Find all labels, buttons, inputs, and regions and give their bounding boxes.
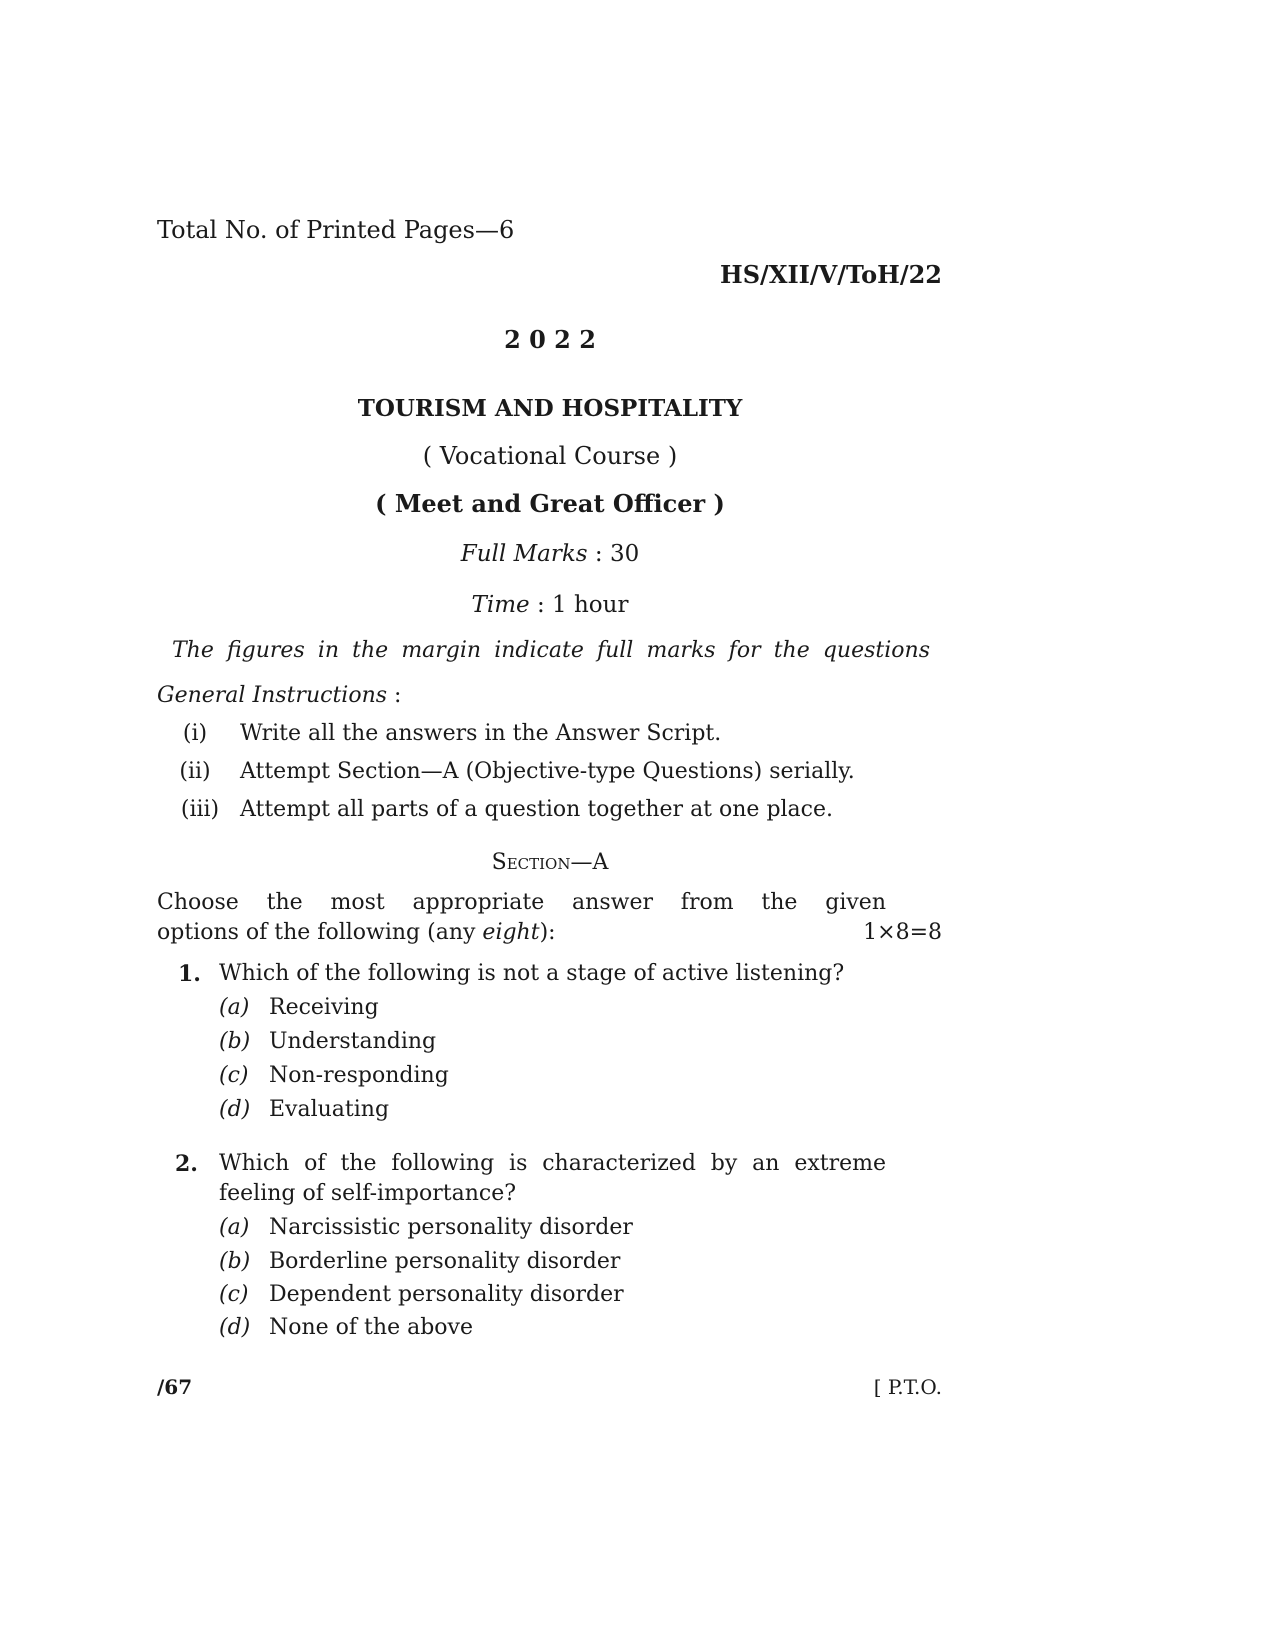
pto-marker: [ P.T.O. [873, 1375, 942, 1399]
option-text: Non-responding [269, 1063, 449, 1088]
exam-year: 2 0 2 2 [504, 325, 596, 354]
option-label: (b) [219, 1029, 251, 1054]
section-directive [157, 890, 886, 915]
directive-line-1: Choose the most appropriate answer from the given [157, 890, 886, 915]
instruction-num: (ii) [179, 759, 211, 784]
question-text-line-2: feeling of self-importance? [219, 1181, 517, 1206]
option-text: Dependent personality disorder [269, 1282, 624, 1307]
section-marks: 1×8=8 [863, 920, 942, 945]
instructions-heading-colon: : [394, 683, 402, 708]
question-text [219, 1151, 886, 1176]
margin-note-text: The figures in the margin indicate full marks for the questions [172, 638, 930, 663]
option-label: (b) [219, 1249, 251, 1274]
full-marks [0, 541, 1100, 567]
option-label: (a) [219, 995, 250, 1020]
section-heading: Section—A [491, 850, 609, 875]
option-text: None of the above [269, 1315, 473, 1340]
instructions-heading [157, 683, 401, 708]
course-subtitle: ( Vocational Course ) [422, 442, 678, 470]
option-text: Borderline personality disorder [269, 1249, 621, 1274]
instructions-heading-label: General Instructions [157, 683, 388, 708]
option-label: (a) [219, 1215, 250, 1240]
full-marks-label: Full Marks [460, 541, 588, 567]
paper-code: HS/XII/V/ToH/22 [720, 260, 942, 289]
directive-line-2a: options of the following (any [157, 920, 476, 945]
question-text: Which of the following is not a stage of active listening? [219, 961, 845, 986]
option-label: (c) [219, 1063, 249, 1088]
option-label: (d) [219, 1097, 251, 1122]
directive-eight: eight [482, 920, 540, 945]
margin-note [172, 638, 930, 663]
page-code: /67 [157, 1375, 193, 1399]
instruction-text: Attempt Section—A (Objective-type Questions) serially. [240, 759, 855, 784]
time-label: Time [471, 592, 530, 618]
option-text: Understanding [269, 1029, 437, 1054]
directive-line-2 [157, 920, 556, 945]
question-text-line-1: Which of the following is characterized by an extreme [219, 1151, 886, 1176]
option-label: (c) [219, 1282, 249, 1307]
subject-title: TOURISM AND HOSPITALITY [357, 395, 743, 422]
option-label: (d) [219, 1315, 251, 1340]
option-text: Evaluating [269, 1097, 390, 1122]
time-allowed [0, 592, 1100, 618]
role-subtitle: ( Meet and Great Officer ) [375, 489, 725, 518]
instruction-num: (iii) [180, 797, 220, 822]
instruction-text: Attempt all parts of a question together at one place. [240, 797, 834, 822]
directive-line-2c: ): [539, 920, 556, 945]
full-marks-value: : 30 [594, 541, 640, 567]
total-pages: Total No. of Printed Pages—6 [157, 216, 515, 244]
question-number: 2. [175, 1151, 198, 1177]
question-number: 1. [178, 961, 201, 987]
instruction-num: (i) [182, 721, 208, 746]
instruction-text: Write all the answers in the Answer Script. [240, 721, 722, 746]
option-text: Narcissistic personality disorder [269, 1215, 633, 1240]
option-text: Receiving [269, 995, 379, 1020]
time-value: : 1 hour [536, 592, 629, 618]
